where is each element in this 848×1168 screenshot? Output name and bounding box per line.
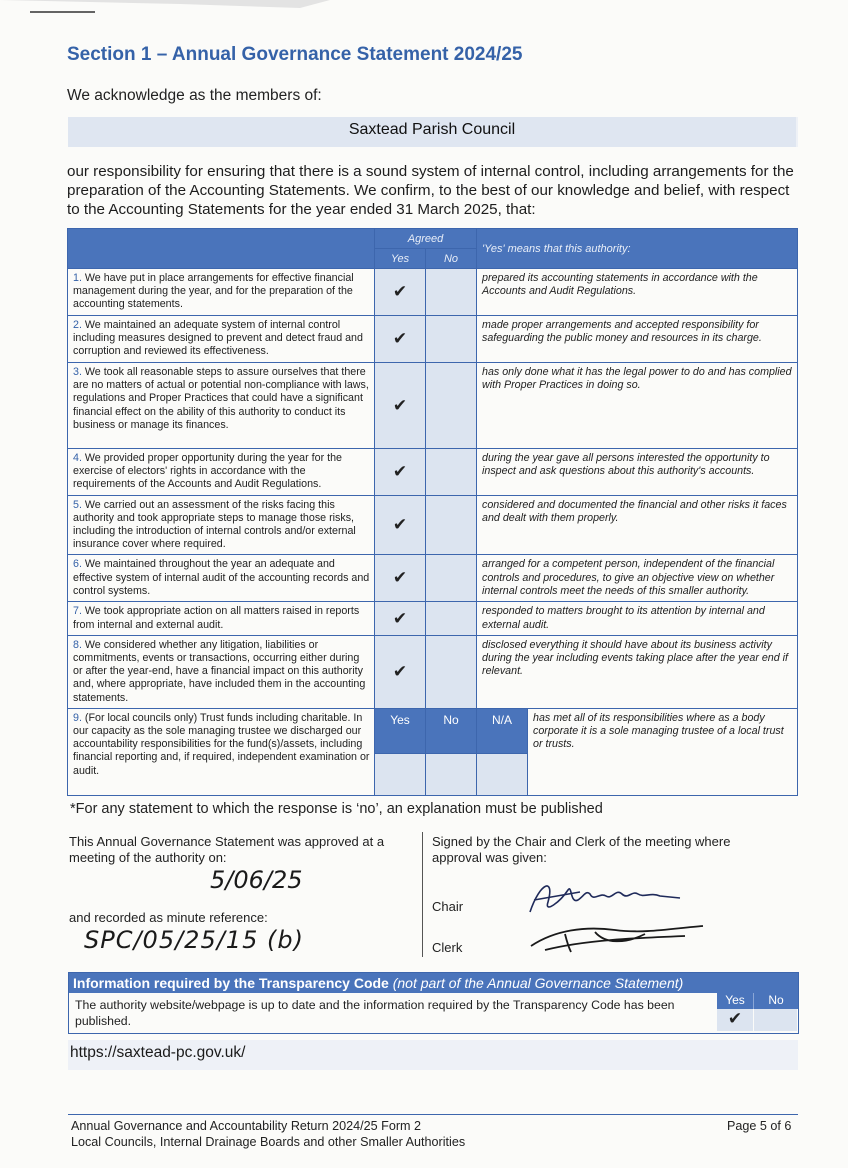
no-checkbox[interactable] bbox=[426, 363, 477, 449]
table-row bbox=[68, 495, 798, 555]
statement-cell bbox=[68, 602, 375, 635]
statement-number: 4. bbox=[73, 452, 82, 464]
yes-checkbox[interactable]: ✔ bbox=[375, 555, 426, 602]
footer-form-title: Annual Governance and Accountability Return 2024/25 Form 2 bbox=[71, 1119, 422, 1133]
transparency-heading-note: (not part of the Annual Governance Statement) bbox=[392, 975, 684, 991]
no-checkbox[interactable] bbox=[426, 635, 477, 708]
chair-signature bbox=[520, 872, 700, 922]
signed-text: Signed by the Chair and Clerk of the meeting where approval was given: bbox=[432, 834, 731, 865]
no-checkbox[interactable] bbox=[426, 555, 477, 602]
statement-text: We took all reasonable steps to assure ourselves that there are no matters of actual or potential non-compliance with laws, regulations and Proper Practices that could have a significant financial effect on the ability of this authority to conduct its business or manage its finances. bbox=[73, 366, 369, 431]
meaning-cell: has only done what it has the legal power to do and has complied with Proper Practices in doing so. bbox=[477, 363, 798, 449]
trust-na-label: N/A bbox=[477, 708, 528, 753]
minute-label: and recorded as minute reference: bbox=[69, 910, 268, 925]
yes-checkbox[interactable]: ✔ bbox=[375, 495, 426, 555]
statement-cell bbox=[68, 316, 375, 363]
page-edge-mark bbox=[0, 0, 330, 30]
statement-number: 8. bbox=[73, 638, 82, 651]
meaning-cell: made proper arrangements and accepted responsibility for safeguarding the public money and resources in its charge. bbox=[477, 316, 798, 363]
table-row bbox=[68, 602, 798, 635]
clerk-label: Clerk bbox=[432, 940, 463, 955]
statement-text: (For local councils only) Trust funds including charitable. In our capacity as the sole managing trustee we discharged our accountability responsibilities for the fund(s)/assets, including financial reporting and, if required, independent examination or audit. bbox=[73, 711, 370, 777]
statement-text: We took appropriate action on all matters raised in reports from internal and external audit. bbox=[73, 605, 360, 631]
statement-cell bbox=[68, 449, 375, 496]
statement-number: 7. bbox=[73, 605, 82, 618]
meaning-cell: disclosed everything it should have about its business activity during the year including events taking place after the year end if relevant. bbox=[477, 635, 798, 708]
statement-cell bbox=[68, 635, 375, 708]
no-checkbox[interactable] bbox=[426, 449, 477, 496]
transparency-heading bbox=[69, 973, 798, 993]
authority-name: Saxtead Parish Council bbox=[348, 121, 516, 138]
table-row bbox=[68, 269, 798, 316]
no-checkbox[interactable] bbox=[426, 269, 477, 316]
statement-cell bbox=[68, 495, 375, 555]
header-blank bbox=[68, 229, 375, 269]
statement-text: We provided proper opportunity during the year for the exercise of electors' rights in accordance with the requirements of the Accounts and Audit Regulations. bbox=[73, 452, 342, 491]
transparency-heading-text: Information required by the Transparency Code bbox=[73, 975, 389, 991]
meaning-cell: considered and documented the financial and other risks it faces and dealt with them properly. bbox=[477, 495, 798, 555]
meaning-cell: responded to matters brought to its attention by internal and external audit. bbox=[477, 602, 798, 635]
statement-text: We considered whether any litigation, liabilities or commitments, events or transactions, occurring either during or after the year-end, have a financial impact on this authority and, where appropriate, have included them in the accounting statements. bbox=[73, 638, 366, 704]
statement-cell bbox=[68, 708, 375, 795]
transparency-box bbox=[68, 972, 799, 1034]
no-checkbox[interactable] bbox=[426, 495, 477, 555]
footnote: *For any statement to which the response is ‘no’, an explanation must be published bbox=[70, 801, 603, 817]
statement-number: 9. bbox=[73, 711, 82, 724]
table-row bbox=[68, 363, 798, 449]
table-row bbox=[68, 555, 798, 602]
statement-cell bbox=[68, 269, 375, 316]
no-header: No bbox=[426, 249, 477, 269]
clerk-signature bbox=[525, 920, 725, 956]
meaning-cell: during the year gave all persons interested the opportunity to inspect and ask questions about this authority's accounts. bbox=[477, 449, 798, 496]
transparency-no-header: No bbox=[753, 993, 798, 1009]
approval-text: This Annual Governance Statement was approved at a meeting of the authority on: bbox=[69, 834, 385, 865]
table-row-trust bbox=[68, 708, 798, 753]
trust-no-checkbox[interactable] bbox=[426, 753, 477, 795]
yes-checkbox[interactable]: ✔ bbox=[375, 602, 426, 635]
statement-text: We maintained throughout the year an adequate and effective system of internal audit of the accounting records and control systems. bbox=[73, 558, 370, 597]
trust-no-label: No bbox=[426, 708, 477, 753]
meaning-cell: arranged for a competent person, independent of the financial controls and procedures, to give an objective view on whether internal controls meet the needs of this smaller authority. bbox=[477, 555, 798, 602]
table-row bbox=[68, 449, 798, 496]
yes-header: Yes bbox=[375, 249, 426, 269]
footer-authority-types: Local Councils, Internal Drainage Boards and other Smaller Authorities bbox=[71, 1135, 466, 1149]
no-checkbox[interactable] bbox=[426, 602, 477, 635]
yes-checkbox[interactable]: ✔ bbox=[375, 269, 426, 316]
trust-yes-checkbox[interactable] bbox=[375, 753, 426, 795]
statement-number: 5. bbox=[73, 498, 82, 511]
statement-cell bbox=[68, 363, 375, 449]
governance-table bbox=[67, 228, 798, 796]
transparency-text: The authority website/webpage is up to date and the information required by the Transparency Code has been published. bbox=[75, 998, 675, 1028]
table-row bbox=[68, 316, 798, 363]
page-title: Section 1 – Annual Governance Statement 2024/25 bbox=[67, 44, 523, 65]
trust-na-checkbox[interactable] bbox=[477, 753, 528, 795]
yes-checkbox[interactable]: ✔ bbox=[375, 363, 426, 449]
transparency-yes-header: Yes bbox=[717, 993, 753, 1009]
means-header: 'Yes' means that this authority: bbox=[477, 229, 798, 269]
meaning-cell: prepared its accounting statements in accordance with the Accounts and Audit Regulations. bbox=[477, 269, 798, 316]
website-url[interactable]: https://saxtead-pc.gov.uk/ bbox=[70, 1044, 246, 1061]
chair-label: Chair bbox=[432, 899, 464, 914]
authority-name-box bbox=[68, 117, 796, 147]
column-divider bbox=[422, 832, 423, 957]
intro-paragraph: our responsibility for ensuring that there is a sound system of internal control, including arrangements for the preparation of the Accounting Statements. We confirm, to the best of our knowledge and belief, with respect to the Accounting Statements for the year ended 31 March 2025, that: bbox=[67, 163, 794, 218]
statement-number: 1. bbox=[73, 272, 82, 284]
minute-reference[interactable]: SPC/05/25/15 (b) bbox=[84, 926, 304, 954]
yes-checkbox[interactable]: ✔ bbox=[375, 449, 426, 496]
statement-cell bbox=[68, 555, 375, 602]
approval-date[interactable]: 5/06/25 bbox=[210, 866, 303, 894]
footer-rule bbox=[68, 1114, 798, 1115]
statement-number: 3. bbox=[73, 366, 82, 378]
meaning-cell: has met all of its responsibilities where as a body corporate it is a sole managing trustee of a local trust or trusts. bbox=[528, 708, 798, 795]
transparency-no-checkbox[interactable] bbox=[754, 1009, 797, 1031]
statement-number: 6. bbox=[73, 558, 82, 571]
statement-text: We have put in place arrangements for effective financial management during the year, and for the preparation of the accounting statements. bbox=[73, 272, 354, 311]
statement-text: We maintained an adequate system of internal control including measures designed to prevent and detect fraud and corruption and reviewed its effectiveness. bbox=[73, 319, 363, 358]
statement-number: 2. bbox=[73, 319, 82, 331]
yes-checkbox[interactable]: ✔ bbox=[375, 635, 426, 708]
agreed-header: Agreed bbox=[375, 229, 477, 249]
table-row bbox=[68, 635, 798, 708]
page-number: Page 5 of 6 bbox=[727, 1119, 792, 1133]
yes-checkbox[interactable]: ✔ bbox=[375, 316, 426, 363]
statement-text: We carried out an assessment of the risks facing this authority and took appropriate steps to manage those risks, including the introduction of internal controls and/or external insurance cover where required. bbox=[73, 498, 356, 551]
trust-yes-label: Yes bbox=[375, 708, 426, 753]
no-checkbox[interactable] bbox=[426, 316, 477, 363]
transparency-yes-checkbox[interactable]: ✔ bbox=[717, 1009, 753, 1031]
acknowledge-text: We acknowledge as the members of: bbox=[67, 87, 322, 104]
